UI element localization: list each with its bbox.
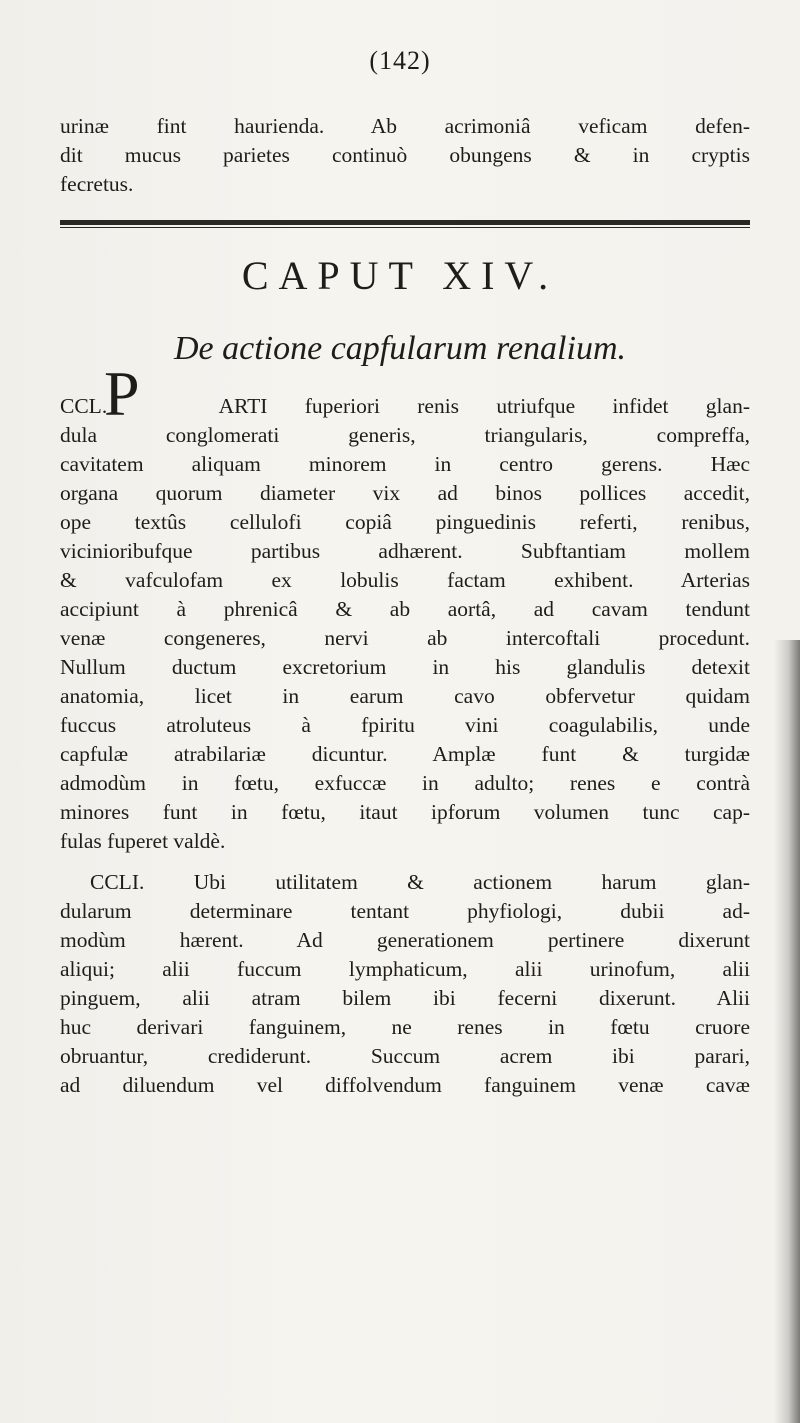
text-line: & vafculofam ex lobulis factam exhibent. Arterias xyxy=(60,568,750,592)
intro-paragraph xyxy=(60,112,750,199)
text-line: pinguem, alii atram bilem ibi fecerni dixerunt. Alii xyxy=(60,986,750,1010)
text-line: Nullum ductum excretorium in his glandulis detexit xyxy=(60,655,750,679)
paragraph-ccli xyxy=(60,868,750,1100)
chapter-heading: CAPUT XIV. xyxy=(241,253,559,298)
text-line: capfulæ atrabilariæ dicuntur. Amplæ funt & turgidæ xyxy=(60,742,750,766)
text-line: fecretus. xyxy=(60,172,134,196)
paragraph-ccl xyxy=(60,392,750,856)
text-line: dit mucus parietes continuò obungens & in cryptis xyxy=(60,143,750,167)
text-line: venæ congeneres, nervi ab intercoftali procedunt. xyxy=(60,626,750,650)
section-number: CCL. xyxy=(60,394,108,418)
text-line: modùm hærent. Ad generationem pertinere dixerunt xyxy=(60,928,750,952)
text-line: ope textûs cellulofi copiâ pinguedinis referti, renibus, xyxy=(60,510,750,534)
text-line: fuccus atroluteus à fpiritu vini coagulabilis, unde xyxy=(60,713,750,737)
text-line: CCLI. Ubi utilitatem & actionem harum glan- xyxy=(90,870,750,894)
section-first-line: ARTI fuperiori renis utriufque infidet glan- xyxy=(218,394,750,418)
text-line: organa quorum diameter vix ad binos pollices accedit, xyxy=(60,481,750,505)
text-line xyxy=(60,392,750,421)
text-line: aliqui; alii fuccum lymphaticum, alii urinofum, alii xyxy=(60,957,750,981)
text-line: admodùm in fœtu, exfuccæ in adulto; renes e contrà xyxy=(60,771,750,795)
text-line: anatomia, licet in earum cavo obfervetur quidam xyxy=(60,684,750,708)
text-line: huc derivari fanguinem, ne renes in fœtu cruore xyxy=(60,1015,750,1039)
section-divider xyxy=(60,220,750,229)
page-number: (142) xyxy=(369,46,431,75)
text-line: obruantur, crediderunt. Succum acrem ibi parari, xyxy=(60,1044,750,1068)
text-line: vicinioribufque partibus adhærent. Subftantiam mollem xyxy=(60,539,750,563)
text-line: dula conglomerati generis, triangularis, compreffa, xyxy=(60,423,750,447)
text-line: dularum determinare tentant phyfiologi, dubii ad- xyxy=(60,899,750,923)
text-line: cavitatem aliquam minorem in centro gerens. Hæc xyxy=(60,452,750,476)
text-line: ad diluendum vel diffolvendum fanguinem venæ cavæ xyxy=(60,1073,750,1097)
divider-thick-line xyxy=(60,220,750,225)
drop-cap-letter: P xyxy=(104,358,140,429)
text-line: accipiunt à phrenicâ & ab aortâ, ad cavam tendunt xyxy=(60,597,750,621)
text-line: fulas fuperet valdè. xyxy=(60,829,226,853)
page-edge-shadow xyxy=(774,640,800,1423)
divider-thin-line xyxy=(60,227,750,228)
text-line: urinæ fint haurienda. Ab acrimoniâ veficam defen- xyxy=(60,114,750,138)
chapter-subtitle: De actione capfularum renalium. xyxy=(174,330,626,367)
text-line: minores funt in fœtu, itaut ipforum volumen tunc cap- xyxy=(60,800,750,824)
